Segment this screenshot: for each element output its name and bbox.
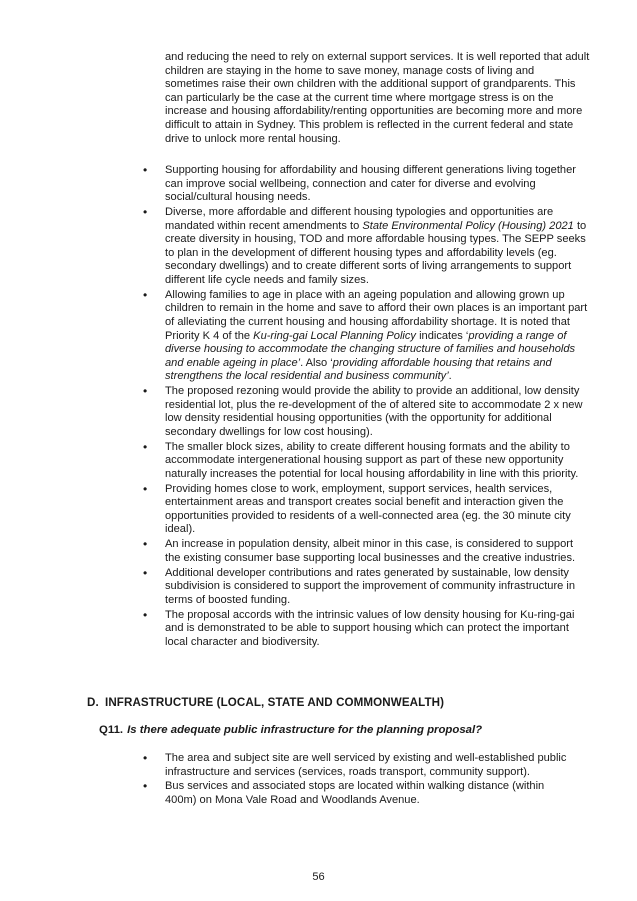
page-number: 56 [312, 871, 325, 883]
list-item: • The proposal accords with the intrinsic values of low density housing for Ku-ring-gai and is demonstrated to be able to support housing which can protect the important local character and biodiversity. [137, 609, 590, 650]
section-letter: D. [87, 696, 99, 709]
section-title: INFRASTRUCTURE (LOCAL, STATE AND COMMONWEALTH) [105, 696, 445, 709]
list-item: • Supporting housing for affordability and housing different generations living together can improve social wellbeing, connection and cater for diverse and evolving social/cultural housing needs. [137, 164, 590, 205]
list-item: • Providing homes close to work, employment, support services, health services, entertainment areas and transport creates social benefit and interaction given the opportunities provided to residents of a well-connected area (eg. the 30 minute city ideal). [137, 483, 590, 537]
list-item: • Additional developer contributions and rates generated by sustainable, low density subdivision is considered to support the improvement of community infrastructure in terms of boosted funding. [137, 567, 590, 608]
question-heading [99, 724, 482, 736]
continuation-paragraph: and reducing the need to rely on external support services. It is well reported that adult children are staying in the home to save money, manage costs of living and sometimes raise their own children with the additional support of grandparents. This can particularly be the case at the current time where mortgage stress is on the increase and housing affordability/renting opportunities are becoming more and more difficult to attain in Sydney. This problem is reflected in the current federal and state drive to unlock more rental housing. [165, 51, 590, 145]
list-item: • Allowing families to age in place with an ageing population and allowing grown up children to remain in the home and save to afford their own places is an important part of alleviating the current housing and housing affordability shortage. It is noted that Priority K 4 of the Ku-ring-gai Local Planning Policy indicates ‘providing a range of diverse housing to accommodate the changing structure of families and households and enable ageing in place’. Also ‘providing affordable housing that retains and strengthens the local residential and business community’. [137, 289, 590, 384]
list-item: • The smaller block sizes, ability to create different housing formats and the ability to accommodate intergenerational housing support as part of these new opportunity naturally increases the potential for local housing affordability in line with this priority. [137, 441, 590, 482]
list-item: • The area and subject site are well serviced by existing and well-established public infrastructure and services (services, roads transport, community support). [137, 752, 567, 779]
list-item: • Bus services and associated stops are located within walking distance (within 400m) on Mona Vale Road and Woodlands Avenue. [137, 780, 567, 807]
list-item: • The proposed rezoning would provide the ability to provide an additional, low density residential lot, plus the re-development of the of altered site to accommodate 2 x new low density residential housing opportunities (with the opportunity for additional secondary dwellings for low cost housing). [137, 385, 590, 439]
list-item: • Diverse, more affordable and different housing typologies and opportunities are mandated within recent amendments to State Environmental Policy (Housing) 2021 to create diversity in housing, TOD and more affordable housing types. The SEPP seeks to plan in the development of different housing types and affordability levels (eg. secondary dwellings) and to create different sorts of living arrangements to support different life cycle needs and family sizes. [137, 206, 590, 288]
bullet-list-housing-benefits [137, 164, 590, 650]
question-number: Q11. [99, 724, 124, 736]
list-item: • An increase in population density, albeit minor in this case, is considered to support the existing consumer base supporting local businesses and the creative industries. [137, 538, 590, 565]
question-text: Is there adequate public infrastructure for the planning proposal? [127, 724, 483, 736]
section-heading [87, 696, 444, 709]
bullet-list-infrastructure [137, 752, 567, 809]
